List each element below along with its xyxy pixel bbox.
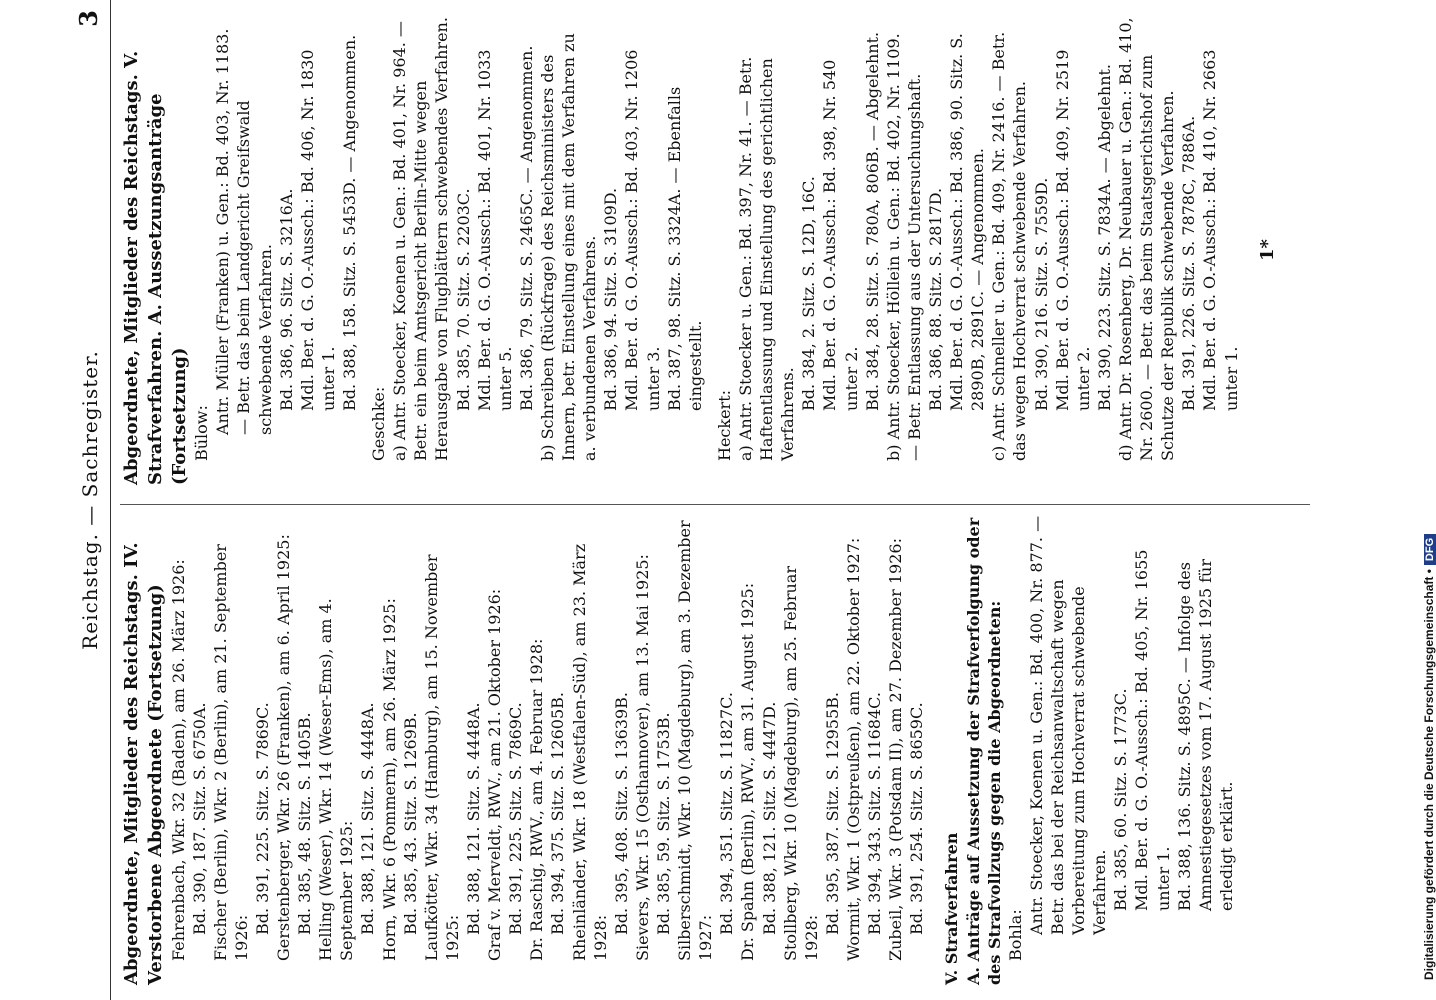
signature-mark: 1* <box>1256 239 1278 261</box>
entry-ref: Bd. 391, 254. Sitz. S. 8659C. <box>907 702 927 935</box>
entry-name: Rheinländer, Wkr. 18 (Westfalen-Süd), am 23. März 1928: <box>569 543 610 961</box>
entry-ref: Bd. 384, 2. Sitz. S. 12D, 16C. <box>799 176 819 411</box>
entry-ref: Bd. 387, 98. Sitz. S. 3324A. — Ebenfalls eingestellt. <box>664 86 705 411</box>
subsection-heading: A. Anträge auf Aussetzung der Strafverfolgung oder des Strafvollzugs gegen die Abgeordneten: <box>963 517 1004 985</box>
entry-ref: Bd. 391, 225. Sitz. S. 7869C. <box>506 702 526 935</box>
entry-ref: Bd. 388, 136. Sitz. S. 4895C. — Infolge des Amnestiegesetzes vom 17. August 1925 für erledigt erklärt. <box>1174 558 1236 911</box>
entry-ref: Mdl. Ber. d. G. O.-Aussch.: Bd. 405, Nr. 1655 unter 1. <box>1132 549 1173 911</box>
entry-ref: Bd. 391, 225. Sitz. S. 7869C. <box>252 702 272 935</box>
entry-name: Fehrenbach, Wkr. 32 (Baden), am 26. März 1926: <box>168 559 188 961</box>
entry-motion: a) Antr. Stoecker, Koenen u. Gen.: Bd. 401, Nr. 964. — Betr. ein beim Amtsgericht Berlin-Mitte wegen Herausgabe von Flugblättern schwebendes Verfahren. <box>390 17 452 461</box>
document-page <box>60 0 1360 1000</box>
entry-ref: Bd. 386, 96. Sitz. S. 3216A. <box>276 188 296 411</box>
entry-ref: Mdl. Ber. d. G. O.-Aussch.: Bd. 410, Nr. 2663 unter 1. <box>1200 49 1241 411</box>
entry-name: Sievers, Wkr. 15 (Osthannover), am 13. Mai 1925: <box>632 554 652 961</box>
entry-motion: b) Schreiben (Rückfrage) des Reichsministers des Innern, betr. Einstellung eines mit dem Verfahren zu a. verbundenen Verfahrens. <box>538 33 600 461</box>
entry-name: Silberschmidt, Wkr. 10 (Magdeburg), am 3. Dezember 1927: <box>675 520 716 961</box>
entry-ref: Bd. 395, 387. Sitz. S. 12955B. <box>822 691 842 935</box>
page-title: Reichstag. — Sachregister. <box>78 350 102 650</box>
page-header <box>70 0 110 1000</box>
entry-ref: Bd. 386, 88. Sitz. S. 2817D. <box>925 187 945 411</box>
right-heading: Abgeordnete, Mitglieder des Reichstags. V. Strafverfahren. A. Aussetzungsanträge (Fortsetzung) <box>121 50 190 485</box>
page-number: 3 <box>74 10 103 27</box>
entry-ref: Bd. 388, 121. Sitz. S. 4448A. <box>464 702 484 935</box>
entry-ref: Mdl. Ber. d. G. O.-Aussch.: Bd. 406, Nr. 1830 unter 1. <box>297 49 338 411</box>
entry-name: Fischer (Berlin), Wkr. 2 (Berlin), am 21. September 1926: <box>210 544 251 961</box>
entry-ref: Bd. 386, 94. Sitz. S. 3109D. <box>601 187 621 411</box>
footer-credit: Digitalisierung gefördert durch die Deutsche Forschungsgemeinschaft • <box>1422 569 1436 980</box>
entry-ref: Bd. 385, 70. Sitz. S. 2203C. <box>453 188 473 411</box>
entry-ref: Bd. 384, 28. Sitz. S. 780A, 806B. — Abgelehnt. <box>862 31 882 411</box>
entry-ref: Bd. 391, 226. Sitz. S. 7878C, 7886A. <box>1179 115 1199 411</box>
entry-name: Zubeil, Wkr. 3 (Potsdam II), am 27. Dezember 1926: <box>886 538 906 961</box>
entry-ref: Bd. 390, 223. Sitz. S. 7834A. — Abgelehnt. <box>1094 63 1114 411</box>
entry-name: Bülow: <box>192 405 212 461</box>
entry-motion: Antr. Stoecker, Koenen u. Gen.: Bd. 400, Nr. 877. — Betr. das bei der Reichsanwaltschaft wegen Vorbereitung zum Hochverrat schwebende Verfahren. <box>1026 515 1110 935</box>
entry-ref: Bd. 388, 121. Sitz. S. 4448A. <box>358 702 378 935</box>
entry-name: Bohla: <box>1005 909 1025 961</box>
entry-name: Wormit, Wkr. 1 (Ostpreußen), am 22. Oktober 1927: <box>844 537 863 961</box>
entry-ref: Bd. 388, 121. Sitz. S. 4447D. <box>759 701 779 935</box>
entry-ref: Bd. 388, 158. Sitz. S. 5453D. — Angenommen. <box>340 34 360 411</box>
entry-ref: Mdl. Ber. d. G. O.-Aussch.: Bd. 398, Nr. 540 unter 2. <box>820 59 861 411</box>
entry-ref: Mdl. Ber. d. G. O.-Aussch.: Bd. 401, Nr. 1033 unter 5. <box>474 49 515 411</box>
entry-name: Geschke: <box>369 386 389 461</box>
entry-name: Dr. Spahn (Berlin), RWV., am 31. August 1925: <box>738 582 758 961</box>
entry-ref: Bd. 394, 343. Sitz. S. 11684C. <box>865 692 885 935</box>
entry-name: Laufkötter, Wkr. 34 (Hamburg), am 15. November 1925: <box>421 554 462 961</box>
left-heading: Abgeordnete, Mitglieder des Reichstags. IV. Verstorbene Abgeordnete (Fortsetzung) <box>121 542 166 985</box>
entry-motion: a) Antr. Stoecker u. Gen.: Bd. 397, Nr. 41. — Betr. Haftentlassung und Einstellung des gerichtlichen Verfahrens. <box>735 56 798 461</box>
entry-name: Stollberg, Wkr. 10 (Magdeburg), am 25. Februar 1928: <box>780 565 821 961</box>
entry-ref: Bd. 395, 408. Sitz. S. 13639B. <box>611 691 631 935</box>
entry-ref: Bd. 390, 187. Sitz. S. 6750A. <box>189 702 209 935</box>
entry-name: Gerstenberger, Wkr. 26 (Franken), am 6. April 1925: <box>274 534 294 961</box>
entry-name: Dr. Raschig, RWV., am 4. Februar 1928: <box>527 638 547 961</box>
entry-motion: d) Antr. Dr. Rosenberg, Dr. Neubauer u. Gen.: Bd. 410, Nr. 2600. — Betr. das beim Staatsgerichtshof zum Schutze der Republik schwebende Verfahren. <box>1115 17 1178 461</box>
entry-ref: Bd. 385, 59. Sitz. S. 1753B. <box>654 712 674 935</box>
dfg-logo: DFG <box>1424 534 1436 565</box>
left-column <box>120 515 1237 985</box>
entry-motion: b) Antr. Stoecker, Höllein u. Gen.: Bd. 402, Nr. 1109. — Betr. Entlassung aus der Untersuchungshaft. <box>883 33 924 461</box>
entry-name: Heckert: <box>714 389 734 461</box>
entry-ref: Mdl. Ber. d. G. O.-Aussch.: Bd. 386, 90. Sitz. S. 2890B, 2891C. — Angenommen. <box>947 33 988 411</box>
entry-ref: Mdl. Ber. d. G. O.-Aussch.: Bd. 409, Nr. 2519 unter 2. <box>1052 49 1093 411</box>
entry-name: Helling (Weser), Wkr. 14 (Weser-Ems), am 4. September 1925: <box>316 598 357 961</box>
entry-motion: c) Antr. Schneller u. Gen.: Bd. 409, Nr. 2416. — Betr. das wegen Hochverrat schwebende Verfahren. <box>989 31 1030 461</box>
right-column <box>120 15 1279 485</box>
entry-ref: Bd. 394, 351. Sitz. S. 11827C. <box>717 692 737 935</box>
entry-name: Horn, Wkr. 6 (Pommern), am 26. März 1925: <box>379 598 399 961</box>
entry-ref: Bd. 385, 48. Sitz. S. 1405B. <box>295 712 315 935</box>
entry-name: Graf v. Merveldt, RWV., am 21. Oktober 1926: <box>485 588 505 961</box>
footer-text <box>1422 534 1436 980</box>
entry-ref: Bd. 390, 216. Sitz. S. 7559D. <box>1031 177 1051 411</box>
entry-ref: Bd. 385, 43. Sitz. S. 1269B. <box>400 712 420 935</box>
entry-ref: Bd. 394, 375. Sitz. S. 12605B. <box>548 691 568 935</box>
entry-ref: Mdl. Ber. d. G. O.-Aussch.: Bd. 403, Nr. 1206 unter 3. <box>622 49 663 411</box>
header-rule <box>110 0 111 1000</box>
entry-ref: Bd. 385, 60. Sitz. S. 1773C. <box>1111 688 1131 911</box>
entry-motion: Antr. Müller (Franken) u. Gen.: Bd. 403, Nr. 1183. — Betr. das beim Landgericht Greifswald schwebende Verfahren. <box>213 28 275 435</box>
column-divider <box>120 504 1310 505</box>
section-heading: V. Strafverfahren <box>942 832 962 985</box>
digitization-footer <box>1412 20 1436 980</box>
entry-ref: Bd. 386, 79. Sitz. S. 2465C. — Angenommen. <box>516 45 536 411</box>
